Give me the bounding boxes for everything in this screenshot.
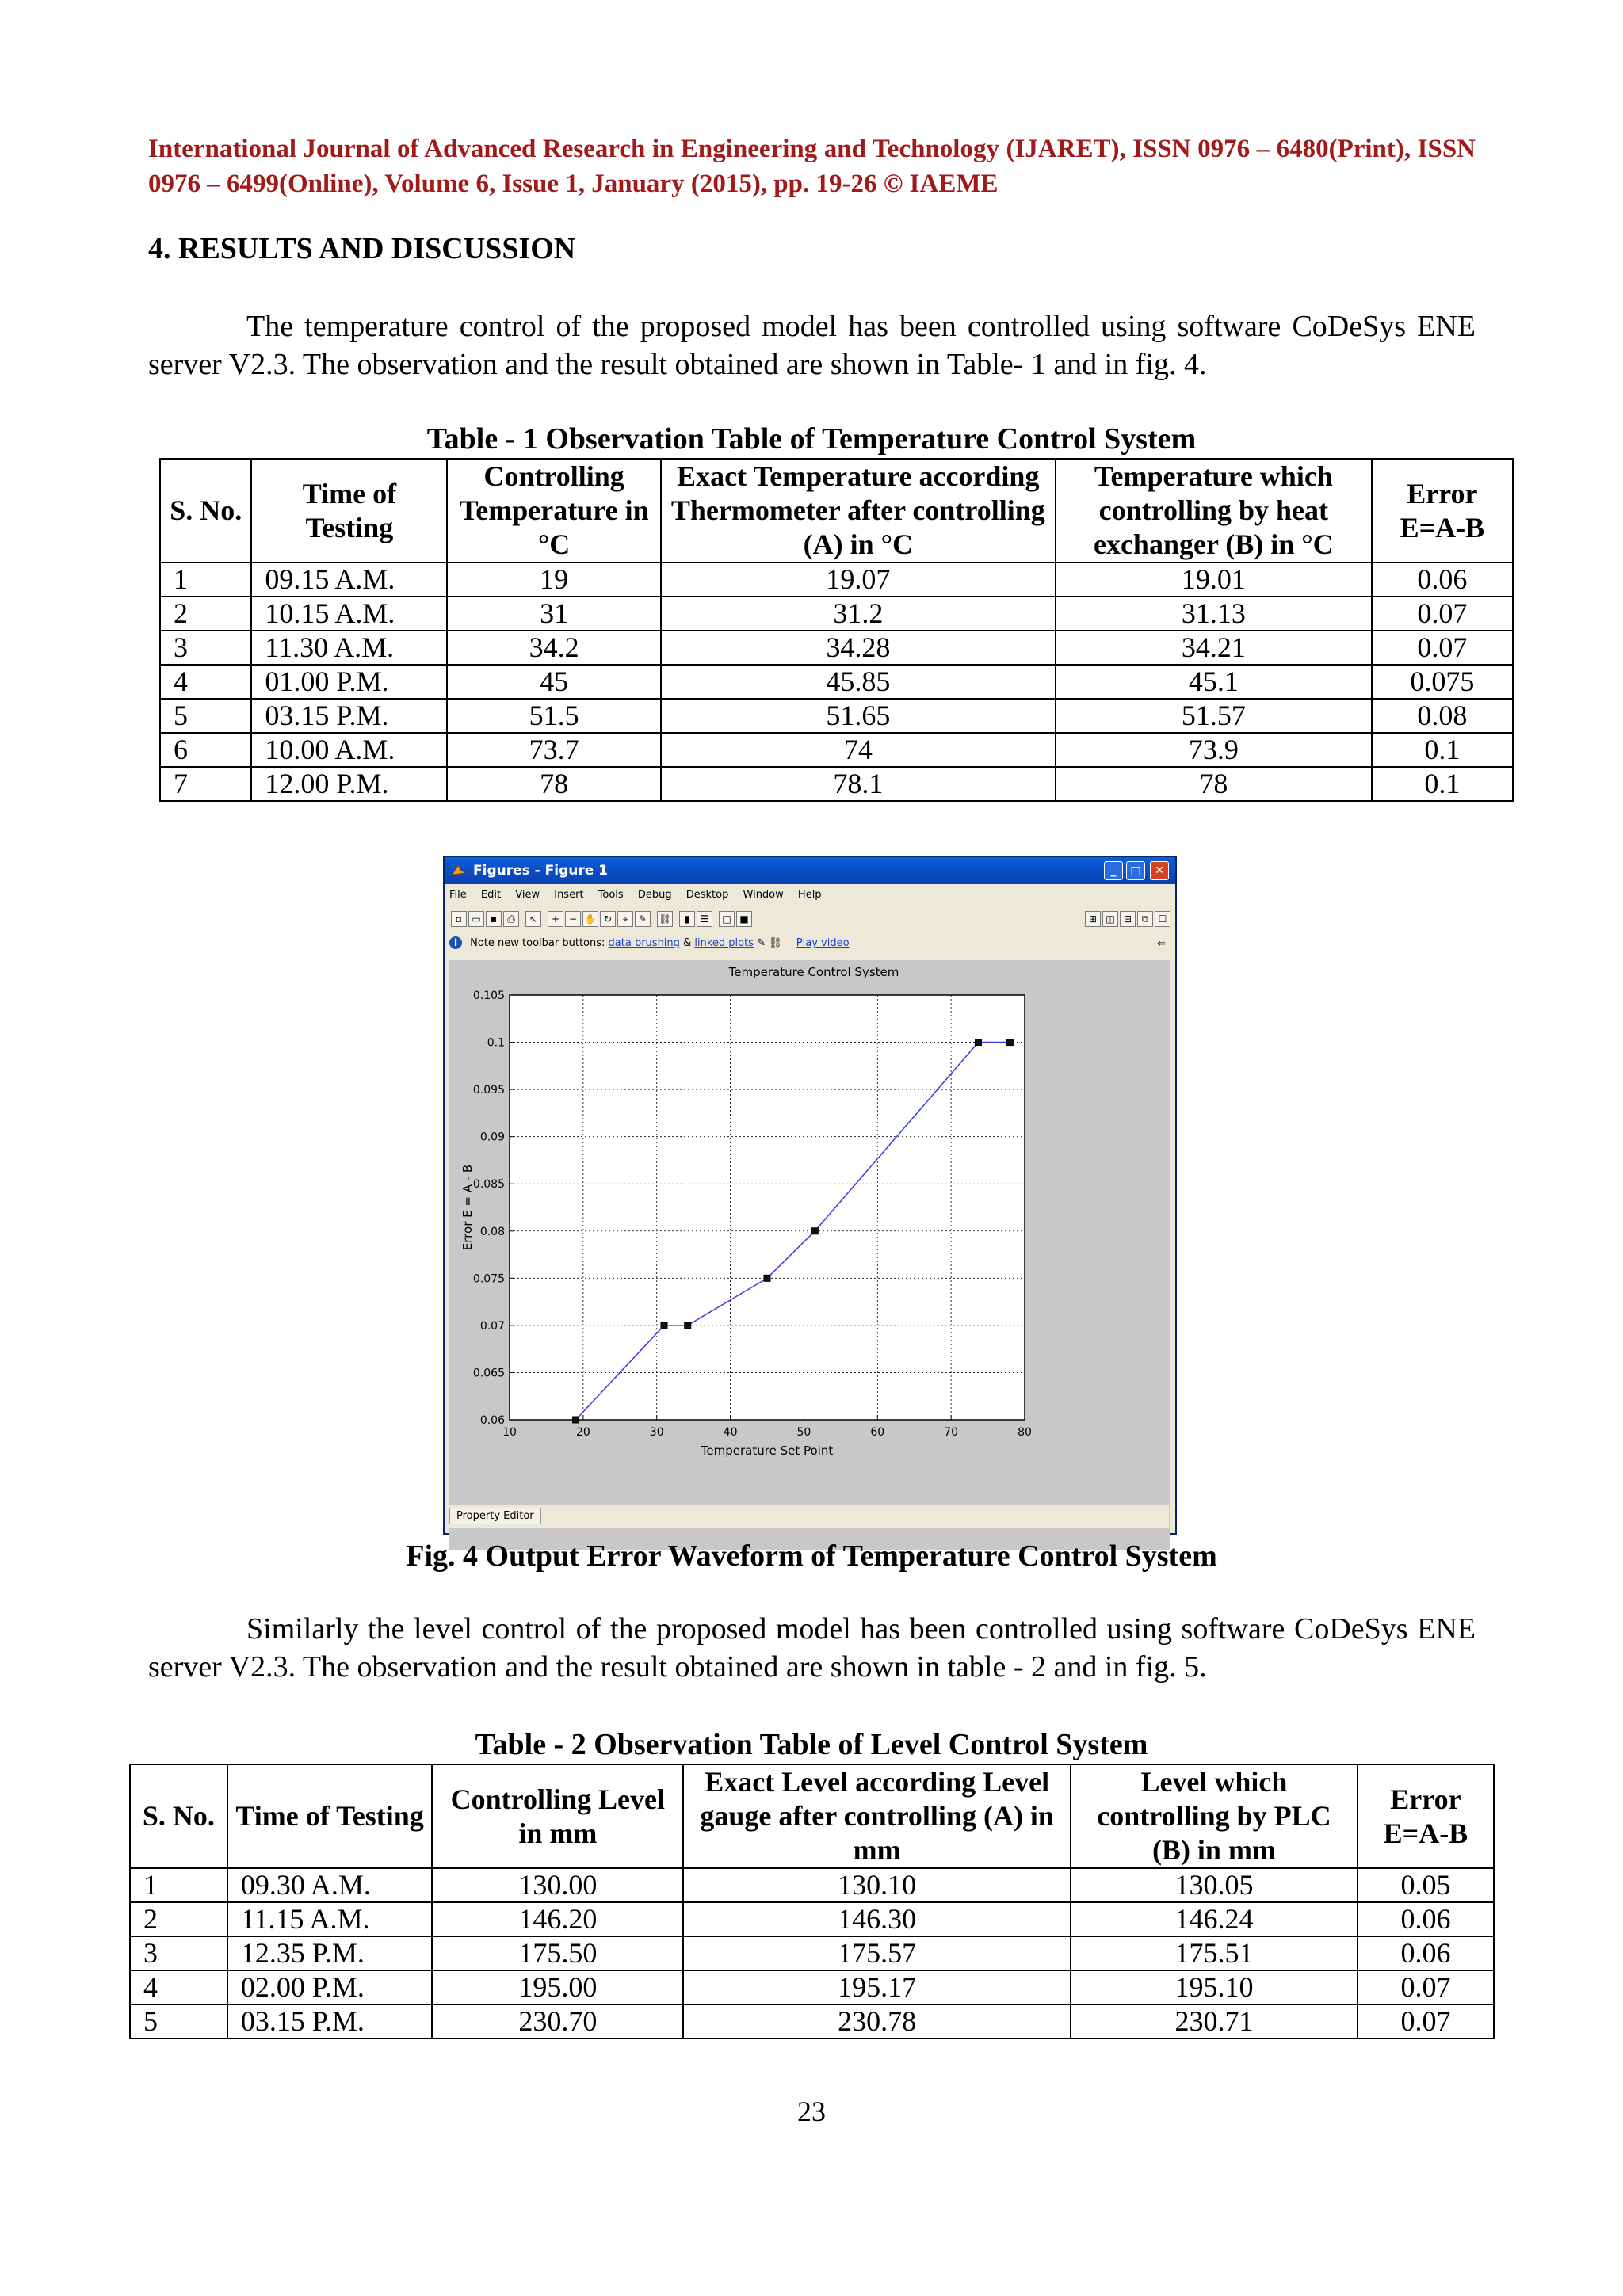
table-cell: 19.07 xyxy=(661,563,1056,597)
table2-header-time: Time of Testing xyxy=(227,1764,432,1868)
menu-desktop[interactable]: Desktop xyxy=(685,889,729,901)
table-cell: 7 xyxy=(160,767,251,801)
table1 xyxy=(159,458,1514,802)
table1-header-exact: Exact Temperature according Thermometer after controlling (A) in °C xyxy=(661,459,1056,563)
table1-header-row xyxy=(160,459,1513,563)
y-tick-label: 0.065 xyxy=(472,1367,505,1380)
table-cell: 195.00 xyxy=(432,1970,683,2004)
hide-tools-icon[interactable]: □ xyxy=(719,911,735,927)
table-cell: 130.00 xyxy=(432,1868,683,1902)
table1-header-controlling: Controlling Temperature in °C xyxy=(447,459,660,563)
y-tick-label: 0.085 xyxy=(472,1178,505,1192)
show-tools-icon[interactable]: ■ xyxy=(736,911,752,927)
table2-header-row xyxy=(130,1764,1494,1868)
table-cell: 4 xyxy=(160,665,251,699)
table-cell: 0.1 xyxy=(1372,767,1513,801)
chart-title: Temperature Control System xyxy=(728,965,899,979)
table-cell: 03.15 P.M. xyxy=(251,699,447,733)
table-cell: 34.21 xyxy=(1056,631,1372,665)
table2-caption: Table - 2 Observation Table of Level Control System xyxy=(475,1728,1148,1761)
table-cell: 12.35 P.M. xyxy=(227,1936,432,1970)
table-cell: 195.17 xyxy=(683,1970,1071,2004)
data-point xyxy=(685,1322,691,1329)
table-cell: 78 xyxy=(447,767,660,801)
table-cell: 1 xyxy=(160,563,251,597)
table-cell: 73.7 xyxy=(447,733,660,767)
data-point xyxy=(573,1417,579,1423)
table-cell: 73.9 xyxy=(1056,733,1372,767)
table2-body xyxy=(130,1868,1494,2039)
new-figure-icon[interactable]: ▫ xyxy=(451,911,467,927)
x-tick-label: 70 xyxy=(944,1426,959,1439)
table-cell: 31.13 xyxy=(1056,597,1372,631)
table2-header-error: Error E=A-B xyxy=(1358,1764,1494,1868)
table2-header-sno: S. No. xyxy=(130,1764,227,1868)
table-cell: 0.06 xyxy=(1358,1902,1494,1936)
table-cell: 0.07 xyxy=(1372,597,1513,631)
paragraph-1: The temperature control of the proposed model has been controlled using software CoDeSys ENE server V2.3. The observation and the result obtained are shown in Table- 1 and in fig. 4. xyxy=(148,310,1476,381)
table-cell: 0.05 xyxy=(1358,1868,1494,1902)
x-tick-label: 40 xyxy=(723,1426,738,1439)
table1-header-time: Time of Testing xyxy=(251,459,447,563)
table-row xyxy=(130,1868,1494,1902)
x-tick-label: 20 xyxy=(575,1426,590,1439)
table-cell: 146.30 xyxy=(683,1902,1071,1936)
maximize-button[interactable]: □ xyxy=(1126,861,1145,880)
table1-header-exchanger: Temperature which controlling by heat exchanger (B) in °C xyxy=(1056,459,1372,563)
table-row xyxy=(160,597,1513,631)
table-cell: 0.07 xyxy=(1358,2004,1494,2039)
figure4-caption: Fig. 4 Output Error Waveform of Temperature Control System xyxy=(406,1539,1217,1573)
table-cell: 3 xyxy=(160,631,251,665)
table-row xyxy=(130,1902,1494,1936)
table-cell: 45 xyxy=(447,665,660,699)
table-cell: 01.00 P.M. xyxy=(251,665,447,699)
table-cell: 175.51 xyxy=(1071,1936,1358,1970)
table-cell: 175.50 xyxy=(432,1936,683,1970)
table-cell: 130.10 xyxy=(683,1868,1071,1902)
table1-header-sno: S. No. xyxy=(160,459,251,563)
table-cell: 78.1 xyxy=(661,767,1056,801)
menu-edit[interactable]: Edit xyxy=(480,889,502,901)
figure-toolbar xyxy=(449,910,1169,930)
play-video-link[interactable]: Play video xyxy=(796,937,850,949)
x-axis-label: Temperature Set Point xyxy=(701,1444,834,1458)
colorbar-icon[interactable]: ▮ xyxy=(679,911,695,927)
y-tick-label: 0.095 xyxy=(472,1084,505,1097)
link-icon[interactable]: ⛓ xyxy=(657,911,673,927)
table-cell: 6 xyxy=(160,733,251,767)
menu-debug[interactable]: Debug xyxy=(637,889,672,901)
menu-file[interactable]: File xyxy=(449,889,467,901)
table-cell: 0.1 xyxy=(1372,733,1513,767)
zoom-in-icon[interactable]: + xyxy=(548,911,563,927)
legend-icon[interactable]: ☰ xyxy=(697,911,712,927)
close-notice-icon[interactable]: ⇐ xyxy=(1157,938,1166,950)
matlab-figure-window xyxy=(443,856,1177,1535)
x-tick-label: 30 xyxy=(649,1426,664,1439)
property-editor-tab[interactable]: Property Editor xyxy=(449,1508,541,1524)
table-cell: 74 xyxy=(661,733,1056,767)
close-button[interactable]: ✕ xyxy=(1150,861,1169,880)
page-number: 23 xyxy=(797,2096,826,2127)
table-cell: 51.57 xyxy=(1056,699,1372,733)
table-cell: 146.20 xyxy=(432,1902,683,1936)
y-tick-label: 0.105 xyxy=(472,990,505,1002)
rotate-icon[interactable]: ↻ xyxy=(600,911,616,927)
table-cell: 51.65 xyxy=(661,699,1056,733)
table1-header-error: Error E=A-B xyxy=(1372,459,1513,563)
table-cell: 0.06 xyxy=(1372,563,1513,597)
table-row xyxy=(160,631,1513,665)
notice-bar xyxy=(449,936,1169,955)
table-cell: 0.075 xyxy=(1372,665,1513,699)
tile-icon[interactable]: ⊞ xyxy=(1085,911,1101,927)
plot-area xyxy=(449,960,1170,1550)
table-cell: 34.28 xyxy=(661,631,1056,665)
print-icon[interactable]: ⎙ xyxy=(503,911,519,927)
table-cell: 51.5 xyxy=(447,699,660,733)
table2-header-controlling: Controlling Level in mm xyxy=(432,1764,683,1868)
table-cell: 09.15 A.M. xyxy=(251,563,447,597)
paragraph-2: Similarly the level control of the proposed model has been controlled using software CoDeSys ENE server V2.3. The observation and the result obtained are shown in table - 2 and in fig. 5. xyxy=(148,1612,1476,1684)
minimize-button[interactable]: _ xyxy=(1104,861,1123,880)
table-cell: 3 xyxy=(130,1936,227,1970)
table-cell: 45.85 xyxy=(661,665,1056,699)
property-editor-bar xyxy=(449,1505,1169,1528)
table-cell: 2 xyxy=(160,597,251,631)
table-cell: 230.78 xyxy=(683,2004,1071,2039)
table1-body xyxy=(160,563,1513,801)
brush-icon[interactable]: ✎ xyxy=(635,911,651,927)
data-point xyxy=(976,1039,982,1046)
table-cell: 0.07 xyxy=(1372,631,1513,665)
window-title-bar xyxy=(445,857,1175,884)
table-cell: 5 xyxy=(160,699,251,733)
x-tick-label: 10 xyxy=(502,1426,517,1439)
menu-view[interactable]: View xyxy=(515,889,540,901)
table-cell: 11.30 A.M. xyxy=(251,631,447,665)
pointer-icon[interactable]: ↖ xyxy=(525,911,541,927)
table-cell: 5 xyxy=(130,2004,227,2039)
table-cell: 0.07 xyxy=(1358,1970,1494,2004)
table-row xyxy=(160,733,1513,767)
open-file-icon[interactable]: ▭ xyxy=(468,911,484,927)
table-cell: 146.24 xyxy=(1071,1902,1358,1936)
y-axis-label: Error E = A - B xyxy=(460,1164,475,1251)
table-row xyxy=(130,2004,1494,2039)
axes-box xyxy=(510,995,1025,1420)
y-tick-label: 0.07 xyxy=(479,1319,505,1333)
table-cell: 0.06 xyxy=(1358,1936,1494,1970)
pan-icon[interactable]: ✋ xyxy=(582,911,598,927)
matlab-icon xyxy=(451,862,467,878)
table-cell: 02.00 P.M. xyxy=(227,1970,432,2004)
x-tick-label: 80 xyxy=(1018,1426,1032,1439)
info-icon: i xyxy=(449,936,462,949)
split-horizontal-icon[interactable]: ⊟ xyxy=(1120,911,1136,927)
table-cell: 11.15 A.M. xyxy=(227,1902,432,1936)
table-cell: 31.2 xyxy=(661,597,1056,631)
table1-caption: Table - 1 Observation Table of Temperature Control System xyxy=(426,422,1197,456)
table-row xyxy=(130,1936,1494,1970)
table-row xyxy=(130,1970,1494,2004)
table-cell: 2 xyxy=(130,1902,227,1936)
table-cell: 0.08 xyxy=(1372,699,1513,733)
table-cell: 03.15 P.M. xyxy=(227,2004,432,2039)
zoom-out-icon[interactable]: − xyxy=(565,911,581,927)
table2 xyxy=(129,1764,1495,2039)
table-cell: 78 xyxy=(1056,767,1372,801)
brush-small-icon: ✎ xyxy=(757,937,766,949)
x-tick-label: 60 xyxy=(870,1426,885,1439)
table-cell: 10.15 A.M. xyxy=(251,597,447,631)
table-row xyxy=(160,665,1513,699)
table-cell: 230.71 xyxy=(1071,2004,1358,2039)
table-cell: 175.57 xyxy=(683,1936,1071,1970)
table-cell: 130.05 xyxy=(1071,1868,1358,1902)
x-tick-label: 50 xyxy=(796,1426,812,1439)
split-vertical-icon[interactable]: ◫ xyxy=(1102,911,1118,927)
table-cell: 19 xyxy=(447,563,660,597)
table-cell: 4 xyxy=(130,1970,227,2004)
link-small-icon: ⛓ xyxy=(769,937,782,949)
window-title: Figures - Figure 1 xyxy=(473,863,609,879)
table-row xyxy=(160,699,1513,733)
journal-header: International Journal of Advanced Research in Engineering and Technology (IJARET), ISSN 0976 – 6480(Print), ISSN 0976 – 6499(Online), Volume 6, Issue 1, January (2015), pp. 19-26 © IAEME xyxy=(148,135,1476,198)
notice-text: Note new toolbar buttons: xyxy=(470,937,605,949)
data-brushing-link[interactable]: data brushing xyxy=(608,937,680,949)
table-cell: 195.10 xyxy=(1071,1970,1358,2004)
table-cell: 12.00 P.M. xyxy=(251,767,447,801)
notice-ampersand: & xyxy=(683,937,692,949)
data-point xyxy=(812,1228,818,1234)
data-cursor-icon[interactable]: ⌖ xyxy=(617,911,633,927)
y-tick-label: 0.06 xyxy=(479,1414,505,1427)
maximize-pane-icon[interactable]: ☐ xyxy=(1155,911,1170,927)
table-cell: 10.00 A.M. xyxy=(251,733,447,767)
menu-bar xyxy=(449,889,833,905)
table-cell: 230.70 xyxy=(432,2004,683,2039)
menu-tools[interactable]: Tools xyxy=(598,889,624,901)
menu-insert[interactable]: Insert xyxy=(554,889,584,901)
error-chart xyxy=(449,960,1170,1550)
table-row xyxy=(160,767,1513,801)
y-tick-label: 0.1 xyxy=(487,1036,505,1050)
data-point xyxy=(1006,1039,1013,1046)
y-tick-label: 0.09 xyxy=(479,1131,505,1144)
save-icon[interactable]: ▪ xyxy=(486,911,502,927)
data-point xyxy=(661,1322,667,1329)
table2-header-plc: Level which controlling by PLC (B) in mm xyxy=(1071,1764,1358,1868)
table2-header-exact: Exact Level according Level gauge after controlling (A) in mm xyxy=(683,1764,1071,1868)
data-point xyxy=(764,1275,770,1281)
table-cell: 45.1 xyxy=(1056,665,1372,699)
table-cell: 1 xyxy=(130,1868,227,1902)
linked-plots-link[interactable]: linked plots xyxy=(694,937,754,949)
table-cell: 31 xyxy=(447,597,660,631)
table-row xyxy=(160,563,1513,597)
table-cell: 34.2 xyxy=(447,631,660,665)
float-icon[interactable]: ⧉ xyxy=(1137,911,1153,927)
menu-window[interactable]: Window xyxy=(743,889,784,901)
table-cell: 19.01 xyxy=(1056,563,1372,597)
section-heading: 4. RESULTS AND DISCUSSION xyxy=(148,232,576,265)
y-tick-label: 0.08 xyxy=(479,1225,505,1238)
menu-help[interactable]: Help xyxy=(797,889,822,901)
table-cell: 09.30 A.M. xyxy=(227,1868,432,1902)
y-tick-label: 0.075 xyxy=(472,1272,505,1286)
